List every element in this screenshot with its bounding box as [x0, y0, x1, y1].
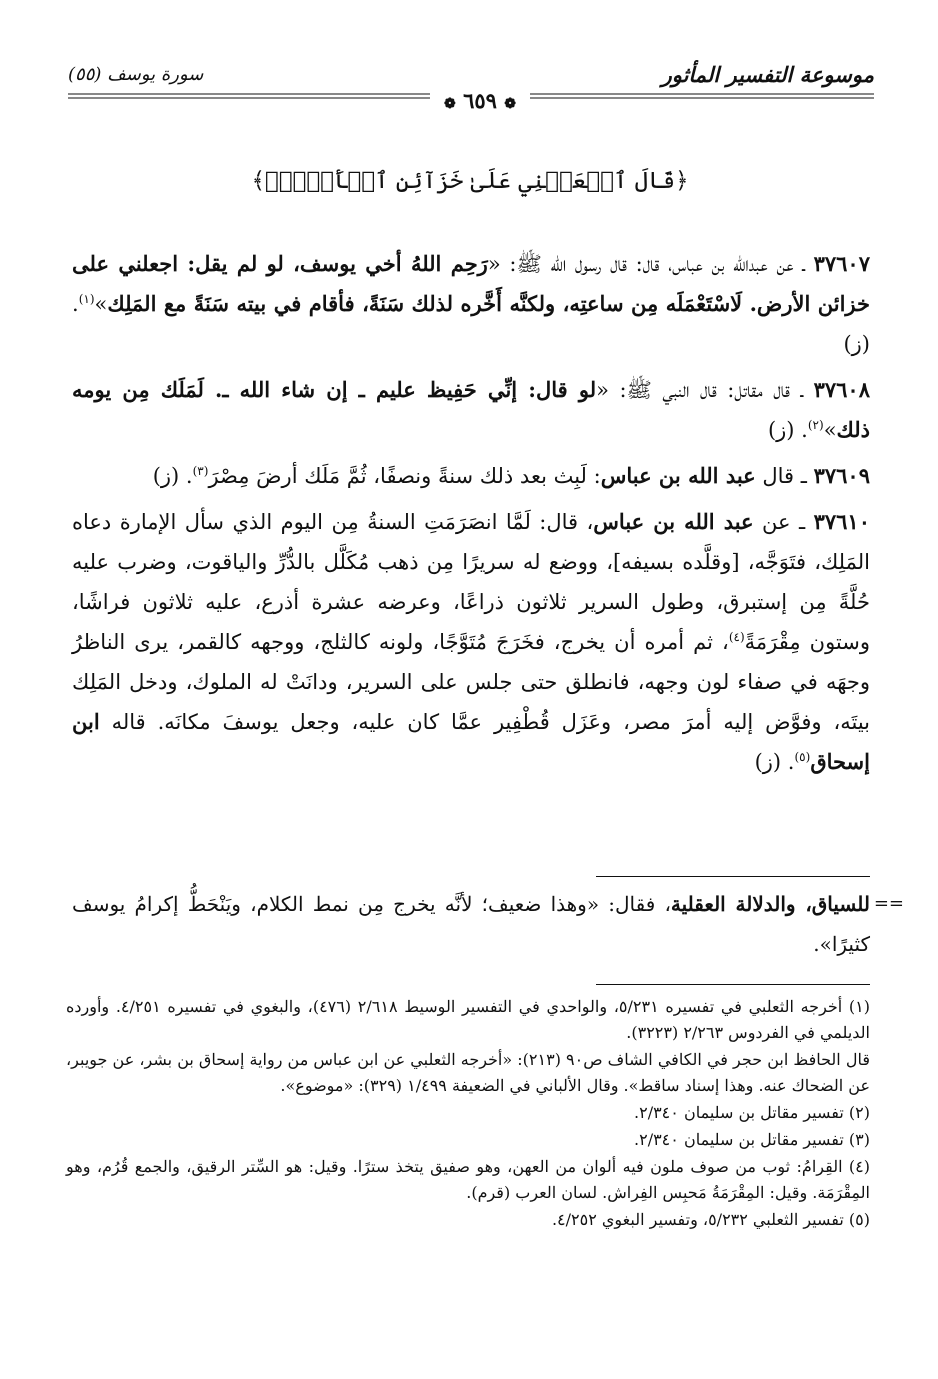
footnote-ref[interactable]: (٢) — [807, 418, 824, 432]
continuation-marker: == — [873, 893, 904, 914]
footnote: (٥) تفسير الثعلبي ٥/٢٣٢، وتفسير البغوي ٤/٢٥٢. — [551, 1210, 870, 1229]
narrator-name: عبد الله بن عباس — [593, 509, 754, 534]
hadith-text: لو قال: إنِّي حَفِيظ عليم ـ إن شاء الله ـ. لَمَلَك مِن يومه ذلك — [72, 377, 870, 442]
footnote: قال الحافظ ابن حجر في الكافي الشاف ص٩٠ (٢١٣): «أخرجه الثعلبي عن ابن عباس من رواية إسحاق بن بشر، عن جويبر، عن الضحاك عنه. وهذا إسناد ساقط». وقال الألباني في الضعيفة ١/٤٩٩ (٣٢٩): «موضوع». — [66, 1050, 871, 1095]
entry-number: ٣٧٦٠٩ — [813, 463, 870, 488]
narrator-name: ابن إسحاق — [72, 709, 870, 774]
footnote-ref[interactable]: (٣) — [192, 464, 209, 478]
continuation-bold: للسياق، والدلالة العقلية — [670, 892, 870, 916]
entry-number: ٣٧٦٠٨ — [813, 377, 870, 402]
footnote-continuation — [72, 884, 904, 964]
entry-text: ـ عن عبدالله بن عباس، قال: قال رسول الله ﷺ: « — [487, 252, 814, 276]
surah-reference: سورة يوسف (٥٥) — [68, 64, 204, 85]
entry-text: . (ز) — [754, 750, 795, 774]
ornament-icon: ❁ — [444, 96, 456, 112]
ornament-icon: ❁ — [504, 96, 516, 112]
footnotes — [66, 994, 870, 1234]
entry — [72, 456, 870, 496]
footnote: (٤) القِرامُ: ثوب من صوف ملون فيه ألوان من العهن، وهو صفيق يتخذ سترًا. وقيل: هو السِّتر الرقيق، والجمع قُرُم، وهو المِقْرَمَة. وقيل: المِقْرَمَةُ مَحبِس الفِراش. لسان العرب (قرم). — [66, 1157, 870, 1202]
entry-text: . (ز) — [152, 464, 193, 488]
book-title: موسوعة التفسير المأثور — [661, 62, 874, 87]
footnote-ref[interactable]: (١) — [78, 292, 95, 306]
entry-text: ـ عن — [753, 510, 814, 534]
hadith-text: رَحِم اللهُ أخي يوسف، لو لم يقل: اجعلني على خزائن الأرض. لَاسْتَعْمَلَه مِن ساعتِه، ولكنَّه أَخَّره لذلك سَنَةً، فأقام في بيته سَنَةً مع المَلِك — [72, 251, 870, 316]
entry-text: : لَبِث بعد ذلك سنةً ونصفًا، ثُمَّ مَلَك أرضَ مِصْرَ — [208, 464, 601, 488]
entry-text: ، قال: لَمَّا انصَرَمَتِ السنةُ مِن اليوم الذي سأل الإمارة دعاه المَلِك، فتَوَجَّه، [وقلَّده بسيفه]، ووضع له سريرًا مِن ذهب مُكَلَّل بالدُّرِّ والياقوت، وضرب عليه حُلَّةً مِن إستبرق، وطول السرير ثلاثون ذراعًا، وعرضه عشرة أذرع، عليه ثلاثون فراشًا، وستون مِقْرَمَةً — [72, 510, 870, 654]
entry-text: . (ز) — [72, 292, 870, 356]
footnote: (١) أخرجه الثعلبي في تفسيره ٥/٢٣١، والواحدي في التفسير الوسيط ٢/٦١٨ (٤٧٦)، والبغوي في تفسيره ٤/٢٥١. وأورده الديلمي في الفردوس ٢/٢٦٣ (٣٢٢٣). — [66, 997, 871, 1042]
footnote-separator — [596, 984, 870, 985]
main-text — [72, 244, 870, 788]
footnote: (٢) تفسير مقاتل بن سليمان ٢/٣٤٠. — [634, 1103, 870, 1122]
entry — [72, 370, 870, 450]
entry-text: » — [94, 292, 108, 316]
entry — [72, 502, 870, 782]
footnote: (٣) تفسير مقاتل بن سليمان ٢/٣٤٠. — [634, 1130, 870, 1149]
narrator-name: عبد الله بن عباس — [600, 463, 756, 488]
entry-number: ٣٧٦٠٧ — [813, 251, 870, 276]
quranic-verse: ﴿قَالَ ٱجۡعَلۡنِي عَلَىٰ خَزَآئِنِ ٱلۡأَرۡضِۖ﴾ — [251, 168, 689, 194]
footnote-separator — [596, 876, 870, 877]
footnote-ref[interactable]: (٥) — [794, 750, 811, 764]
entry — [72, 244, 870, 364]
entry-text: » — [823, 418, 837, 442]
continuation-text: ، فقال: «وهذا ضعيف؛ لأنَّه يخرج مِن نمط الكلام، ويَنْحَطُّ إكرامُ يوسف كثيرًا». — [72, 892, 870, 956]
page-number — [430, 88, 530, 113]
entry-text: ـ قال مقاتل: قال النبي ﷺ: « — [596, 378, 814, 402]
page-number-value: ٦٥٩ — [463, 88, 497, 113]
entry-text: ـ قال — [755, 464, 814, 488]
footnote-ref[interactable]: (٤) — [728, 630, 745, 644]
entry-number: ٣٧٦١٠ — [813, 509, 870, 534]
entry-text: ، ثم أمره أن يخرج، فخَرَجَ مُتَوَّجًا، ولونه كالثلج، ووجهه كالقمر، يرى الناظرُ وجهَه في صفاء لون وجهه، فانطلق حتى جلس على السرير، ودانَتْ له الملوك، ودخل المَلِك بيتَه، وفوَّض إليه أمرَ مصر، وعَزَل قُطْفِير عمَّا كان عليه، وجعل يوسفَ مكانَه. قاله — [72, 630, 870, 734]
running-header — [68, 62, 874, 88]
entry-text: . (ز) — [767, 418, 808, 442]
